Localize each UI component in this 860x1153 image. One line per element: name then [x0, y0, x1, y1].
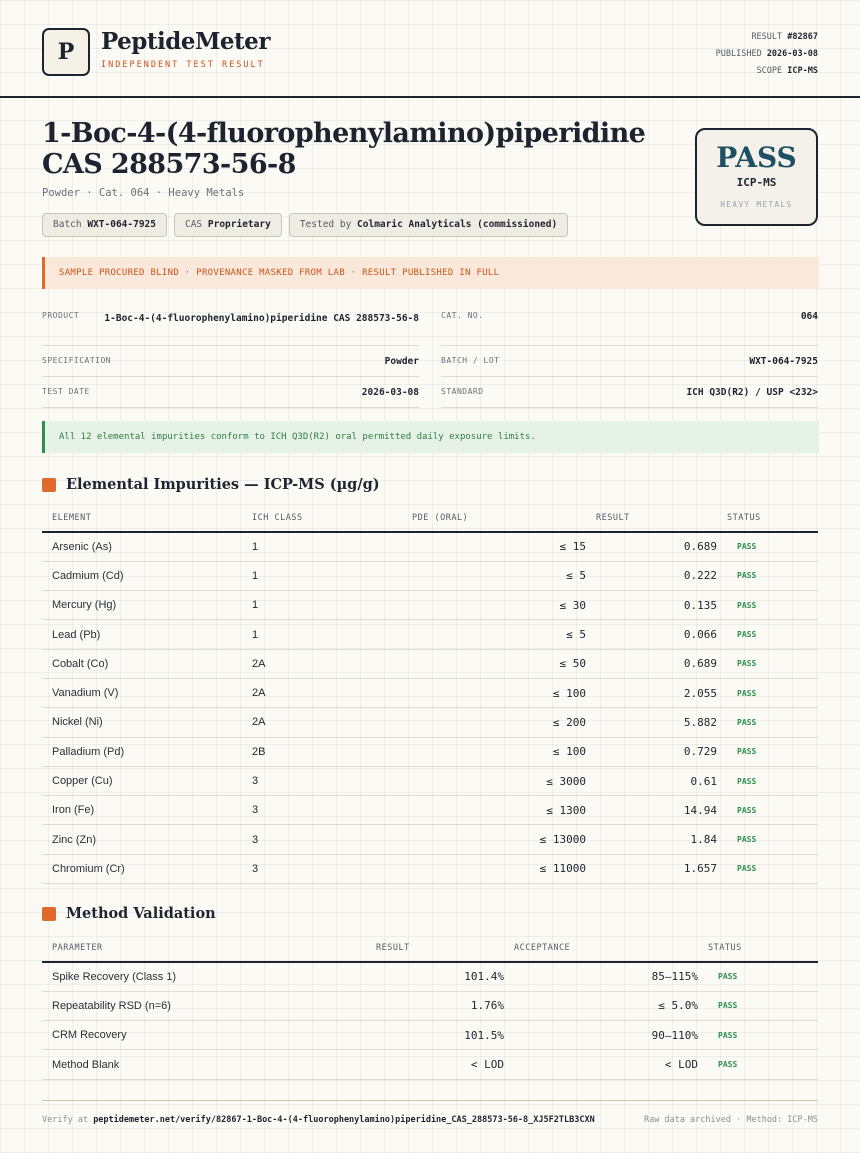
col-acceptance: ACCEPTANCE	[504, 934, 698, 962]
validation-body	[42, 962, 818, 1079]
spec-batch-lot	[441, 356, 818, 377]
spec-label: BATCH / LOT	[441, 356, 500, 365]
result-value: 0.729	[586, 737, 717, 766]
ich-class: 2B	[242, 737, 402, 766]
acceptance-range: 85–115%	[504, 962, 698, 991]
status-badge: PASS	[698, 962, 818, 991]
table-row	[42, 561, 818, 590]
spec-standard	[441, 387, 818, 408]
pde-limit: ≤ 5	[402, 561, 586, 590]
pde-limit: ≤ 30	[402, 591, 586, 620]
verify-line: Verify at peptidemeter.net/verify/82867-1-Boc-4-(4-fluorophenylamino)piperidine_CAS_288573-56-8_XJ5F2TLB3CXN	[42, 1115, 595, 1125]
page-title: 1-Boc-4-(4-fluorophenylamino)piperidine CAS 288573-56-8	[42, 118, 646, 180]
col-status: STATUS	[717, 504, 818, 532]
result-value: 5.882	[586, 708, 717, 737]
spec-product	[42, 311, 419, 346]
pde-limit: ≤ 200	[402, 708, 586, 737]
pde-limit: ≤ 1300	[402, 796, 586, 825]
result-value: 1.76%	[366, 991, 504, 1020]
acceptance-range: 90–110%	[504, 1021, 698, 1050]
spec-cat-no	[441, 311, 818, 346]
impurities-table	[42, 504, 818, 884]
spec-test-date	[42, 387, 419, 408]
result-value: 2.055	[586, 678, 717, 707]
spec-specification	[42, 356, 419, 377]
ich-class: 1	[242, 561, 402, 590]
status-badge: PASS	[698, 1050, 818, 1079]
validation-section-title	[42, 905, 216, 922]
ich-class: 2A	[242, 678, 402, 707]
result-value: < LOD	[366, 1050, 504, 1079]
meta-published: PUBLISHED 2026-03-08	[715, 49, 818, 59]
status-badge: PASS	[698, 991, 818, 1020]
status-badge: PASS	[717, 796, 818, 825]
element-name: Lead (Pb)	[42, 620, 242, 649]
ich-class: 1	[242, 532, 402, 561]
element-name: Cobalt (Co)	[42, 649, 242, 678]
table-row	[42, 1021, 818, 1050]
table-row	[42, 1050, 818, 1079]
table-row	[42, 678, 818, 707]
status-badge: PASS	[717, 561, 818, 590]
footer-note: Raw data archived · Method: ICP-MS	[644, 1115, 818, 1125]
brand-tagline: INDEPENDENT TEST RESULT	[101, 60, 265, 70]
section-title: Method Validation	[66, 905, 216, 922]
table-header-row	[42, 504, 818, 532]
tested-by-chip: Tested by Colmaric Analyticals (commissioned)	[289, 213, 568, 237]
stamp-verdict: PASS	[716, 141, 797, 174]
ich-class: 3	[242, 854, 402, 883]
result-value: 0.066	[586, 620, 717, 649]
col-pde: PDE (ORAL)	[402, 504, 586, 532]
element-name: Mercury (Hg)	[42, 591, 242, 620]
spec-value: ICH Q3D(R2) / USP <232>	[686, 387, 818, 398]
parameter-name: Spike Recovery (Class 1)	[42, 962, 366, 991]
validation-table	[42, 934, 818, 1080]
result-value: 1.84	[586, 825, 717, 854]
result-value: 0.689	[586, 532, 717, 561]
result-value: 101.5%	[366, 1021, 504, 1050]
ich-class: 2A	[242, 649, 402, 678]
result-value: 0.222	[586, 561, 717, 590]
meta-result: RESULT #82867	[751, 32, 818, 42]
status-badge: PASS	[717, 532, 818, 561]
acceptance-range: ≤ 5.0%	[504, 991, 698, 1020]
element-name: Palladium (Pd)	[42, 737, 242, 766]
cas-chip: CAS Proprietary	[174, 213, 282, 237]
result-value: 0.135	[586, 591, 717, 620]
table-row	[42, 708, 818, 737]
spec-label: PRODUCT	[42, 311, 80, 320]
table-row	[42, 825, 818, 854]
spec-label: STANDARD	[441, 387, 484, 396]
table-row	[42, 737, 818, 766]
section-marker-icon	[42, 478, 56, 492]
status-badge: PASS	[717, 708, 818, 737]
brand-logo: P	[42, 28, 90, 76]
element-name: Iron (Fe)	[42, 796, 242, 825]
stamp-method: ICP-MS	[736, 176, 777, 189]
status-badge: PASS	[717, 854, 818, 883]
ich-class: 3	[242, 825, 402, 854]
spec-value: 1-Boc-4-(4-fluorophenylamino)piperidine CAS 288573-56-8	[104, 313, 419, 324]
status-badge: PASS	[717, 620, 818, 649]
element-name: Chromium (Cr)	[42, 854, 242, 883]
col-result: RESULT	[366, 934, 504, 962]
info-chips	[42, 213, 568, 237]
element-name: Zinc (Zn)	[42, 825, 242, 854]
pde-limit: ≤ 3000	[402, 766, 586, 795]
pde-limit: ≤ 50	[402, 649, 586, 678]
result-value: 0.689	[586, 649, 717, 678]
table-row	[42, 532, 818, 561]
impurities-section-title	[42, 476, 380, 493]
status-badge: PASS	[717, 678, 818, 707]
pde-limit: ≤ 5	[402, 620, 586, 649]
section-marker-icon	[42, 907, 56, 921]
pde-limit: ≤ 13000	[402, 825, 586, 854]
spec-label: CAT. NO.	[441, 311, 484, 320]
table-row	[42, 962, 818, 991]
element-name: Arsenic (As)	[42, 532, 242, 561]
spec-value: 2026-03-08	[361, 387, 419, 398]
col-parameter: PARAMETER	[42, 934, 366, 962]
spec-value: WXT-064-7925	[749, 356, 818, 367]
status-badge: PASS	[717, 766, 818, 795]
brand-name: PeptideMeter	[101, 28, 270, 55]
status-badge: PASS	[717, 737, 818, 766]
parameter-name: Repeatability RSD (n=6)	[42, 991, 366, 1020]
result-value: 14.94	[586, 796, 717, 825]
batch-chip: Batch WXT-064-7925	[42, 213, 167, 237]
table-row	[42, 591, 818, 620]
ich-class: 1	[242, 591, 402, 620]
parameter-name: Method Blank	[42, 1050, 366, 1079]
element-name: Copper (Cu)	[42, 766, 242, 795]
ich-class: 3	[242, 766, 402, 795]
element-name: Cadmium (Cd)	[42, 561, 242, 590]
spec-value: Powder	[384, 356, 419, 367]
table-row	[42, 991, 818, 1020]
table-header-row	[42, 934, 818, 962]
ich-class: 3	[242, 796, 402, 825]
status-badge: PASS	[698, 1021, 818, 1050]
result-value: 1.657	[586, 854, 717, 883]
blind-notice: SAMPLE PROCURED BLIND · PROVENANCE MASKED FROM LAB · RESULT PUBLISHED IN FULL	[42, 257, 819, 289]
page-subtitle: Powder · Cat. 064 · Heavy Metals	[42, 187, 245, 199]
pde-limit: ≤ 15	[402, 532, 586, 561]
table-row	[42, 854, 818, 883]
spec-label: SPECIFICATION	[42, 356, 112, 365]
section-title: Elemental Impurities — ICP-MS (µg/g)	[66, 476, 380, 493]
col-ich-class: ICH CLASS	[242, 504, 402, 532]
impurities-body	[42, 532, 818, 884]
spec-label: TEST DATE	[42, 387, 90, 396]
spec-value: 064	[800, 311, 818, 322]
parameter-name: CRM Recovery	[42, 1021, 366, 1050]
table-row	[42, 649, 818, 678]
report-header	[0, 0, 860, 98]
col-status: STATUS	[698, 934, 818, 962]
status-badge: PASS	[717, 649, 818, 678]
report-meta	[716, 29, 818, 80]
ich-class: 2A	[242, 708, 402, 737]
result-value: 101.4%	[366, 962, 504, 991]
pde-limit: ≤ 100	[402, 737, 586, 766]
status-badge: PASS	[717, 591, 818, 620]
stamp-category: HEAVY METALS	[720, 200, 793, 209]
pde-limit: ≤ 100	[402, 678, 586, 707]
meta-scope: SCOPE ICP-MS	[756, 66, 818, 76]
pde-limit: ≤ 11000	[402, 854, 586, 883]
col-result: RESULT	[586, 504, 717, 532]
conformance-banner: All 12 elemental impurities conform to ICH Q3D(R2) oral permitted daily exposure limits.	[42, 421, 819, 453]
table-row	[42, 766, 818, 795]
report-footer	[42, 1100, 818, 1125]
element-name: Nickel (Ni)	[42, 708, 242, 737]
status-badge: PASS	[717, 825, 818, 854]
element-name: Vanadium (V)	[42, 678, 242, 707]
table-row	[42, 796, 818, 825]
ich-class: 1	[242, 620, 402, 649]
col-element: ELEMENT	[42, 504, 242, 532]
verify-link[interactable]: peptidemeter.net/verify/82867-1-Boc-4-(4-fluorophenylamino)piperidine_CAS_288573-56-8_XJ5F2TLB3CXN	[93, 1115, 595, 1125]
pass-stamp	[695, 128, 818, 226]
result-value: 0.61	[586, 766, 717, 795]
table-row	[42, 620, 818, 649]
acceptance-range: < LOD	[504, 1050, 698, 1079]
